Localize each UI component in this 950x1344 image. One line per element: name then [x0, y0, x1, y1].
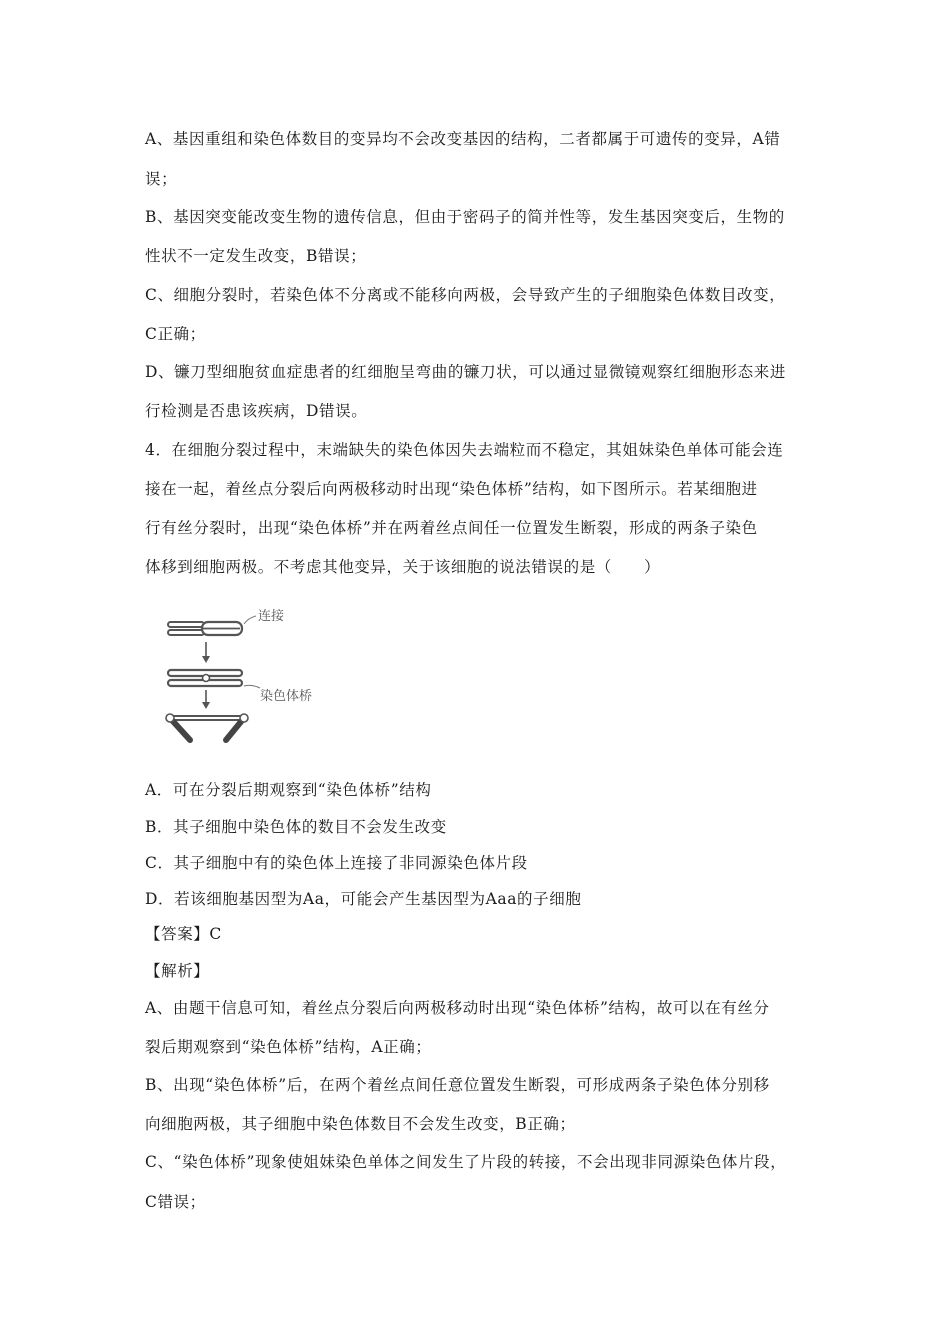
analysis-b-line1: B、出现“染色体桥”后，在两个着丝点间任意位置发生断裂，可形成两条子染色体分别移: [145, 1076, 770, 1094]
analysis-a-line1: A、由题干信息可知，着丝点分裂后向两极移动时出现“染色体桥”结构，故可以在有丝分: [145, 999, 770, 1017]
question-stem-line4: 体移到细胞两极。不考虑其他变异，关于该细胞的说法错误的是（ ）: [145, 558, 661, 576]
analysis-c-line1: C、“染色体桥”现象使姐妹染色单体之间发生了片段的转接，不会出现非同源染色体片段，: [145, 1153, 787, 1171]
analysis-c-line2: C错误；: [145, 1193, 206, 1211]
analysis-a-line2: 裂后期观察到“染色体桥”结构，A正确；: [145, 1038, 432, 1056]
option-d: D．若该细胞基因型为Aa，可能会产生基因型为Aaa的子细胞: [145, 890, 582, 908]
prev-explanation-c-line2: C正确；: [145, 325, 206, 343]
prev-explanation-b-line2: 性状不一定发生改变，B错误；: [145, 247, 367, 265]
separating-chromatids-icon: [168, 670, 242, 686]
option-b: B．其子细胞中染色体的数目不会发生改变: [145, 818, 447, 836]
down-arrow-icon: [202, 642, 210, 663]
prev-explanation-d-line1: D、镰刀型细胞贫血症患者的红细胞呈弯曲的镰刀状，可以通过显微镜观察红细胞形态来进: [145, 363, 786, 381]
question-stem-line3: 行有丝分裂时，出现“染色体桥”并在两着丝点间任一位置发生断裂，形成的两条子染色: [145, 519, 758, 537]
option-c: C．其子细胞中有的染色体上连接了非同源染色体片段: [145, 854, 528, 872]
analysis-b-line2: 向细胞两极，其子细胞中染色体数目不会发生改变，B正确；: [145, 1115, 576, 1133]
chromosome-bridge-figure: [160, 604, 330, 746]
question-stem-line1: 4．在细胞分裂过程中，末端缺失的染色体因失去端粒而不稳定，其姐妹染色单体可能会连: [145, 441, 784, 459]
chromosome-bridge-icon: [166, 714, 248, 740]
down-arrow-icon: [202, 690, 210, 709]
question-stem-line2: 接在一起，着丝点分裂后向两极移动时出现“染色体桥”结构，如下图所示。若某细胞进: [145, 480, 758, 498]
answer-line: 【答案】C: [145, 925, 222, 943]
option-a: A．可在分裂后期观察到“染色体桥”结构: [145, 781, 432, 799]
prev-explanation-d-line2: 行检测是否患该疾病，D错误。: [145, 402, 368, 420]
prev-explanation-c-line1: C、细胞分裂时，若染色体不分离或不能移向两极，会导致产生的子细胞染色体数目改变，: [145, 286, 786, 304]
figure-label-connect: 连接: [258, 609, 285, 624]
prev-explanation-b-line1: B、基因突变能改变生物的遗传信息，但由于密码子的简并性等，发生基因突变后，生物的: [145, 208, 785, 226]
prev-explanation-a-line2: 误；: [145, 170, 178, 188]
connected-chromatids-icon: [168, 616, 256, 635]
prev-explanation-a-line1: A、基因重组和染色体数目的变异均不会改变基因的结构，二者都属于可遗传的变异，A错: [145, 130, 781, 148]
analysis-heading: 【解析】: [145, 962, 210, 980]
figure-label-bridge: 染色体桥: [260, 689, 313, 704]
